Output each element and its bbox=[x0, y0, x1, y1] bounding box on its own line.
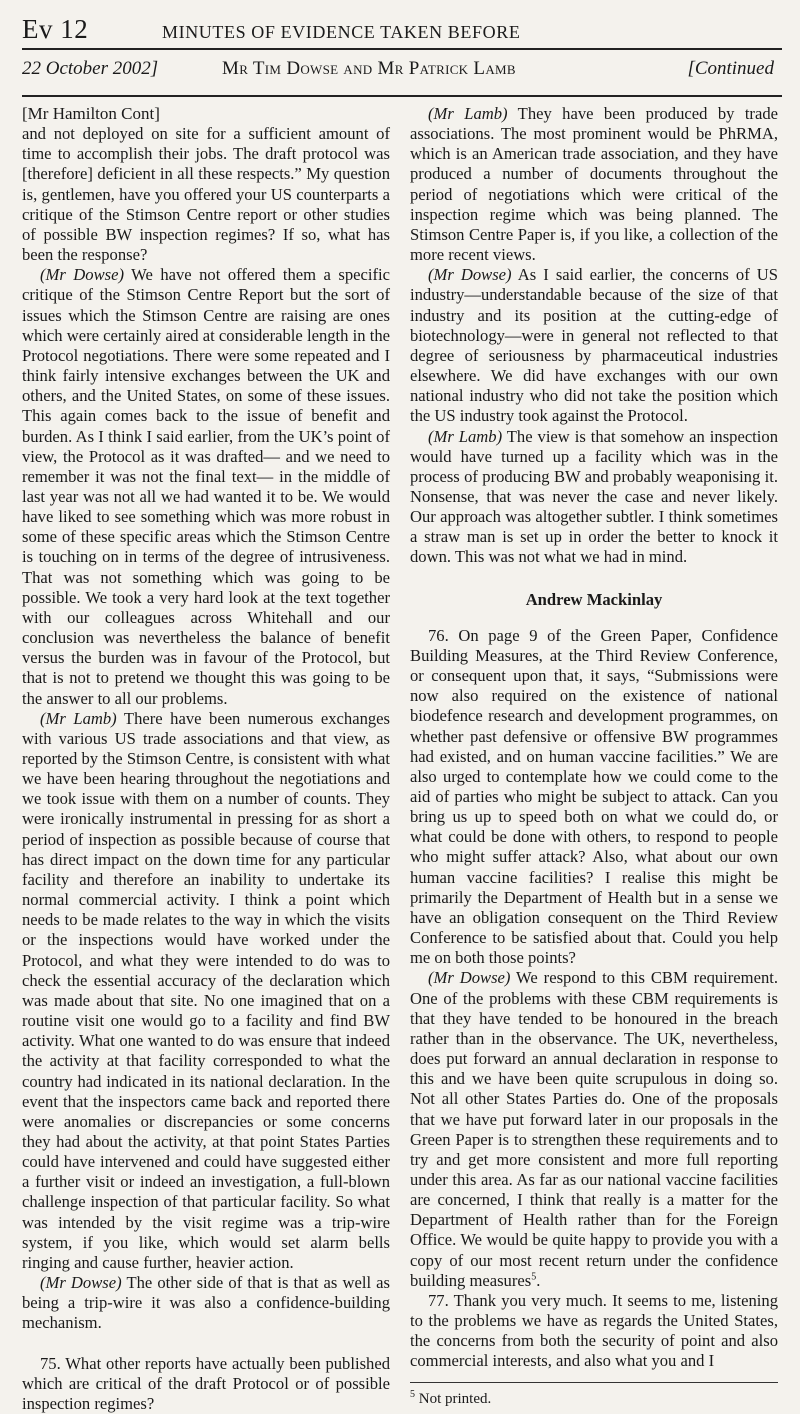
paragraph bbox=[410, 265, 778, 426]
footnote-ref: 5 bbox=[531, 1271, 537, 1283]
paragraph-text: We have not offered them a specific critique of the Stimson Centre Report but the sort of issues which the Stimson Centre are raising are ones which were certainly aired at considerable length in the Protocol negotiations. There were some repeated and I think fairly intensive exchanges between the UK and others, and the United States, on some of these issues. This again comes back to the issue of benefit and burden. As I think I said earlier, from the UK’s point of view, the Protocol as it was drafted— and we need to remember it was not the final text— in the middle of last year was not all we had wanted it to be. We would have liked to see something which was more robust in some of these specific areas which the Stimson Centre is touching on in terms of the degree of intrusiveness. That was not something which was going to be possible. We took a very hard look at the text together with our colleagues across Whitehall and our conclusion was nevertheless the balance of benefit versus the burden was in favour of the Protocol, but that is not to pretend we thought this was going to be the answer to all our problems. bbox=[22, 265, 390, 708]
paragraph-text: The other side of that is that as well as being a trip-wire it was also a confidence-building mechanism. bbox=[22, 1273, 390, 1333]
header-rule bbox=[22, 48, 782, 50]
paragraph-end: . bbox=[536, 1270, 541, 1290]
speaker-label: (Mr Dowse) bbox=[40, 265, 124, 285]
speaker-label: (Mr Lamb) bbox=[40, 708, 117, 728]
page-number: Ev 12 bbox=[22, 14, 89, 44]
paragraph-text: As I said earlier, the concerns of US industry—understandable because of the size of that industry and its position at the cutting-edge of biotechnology—were in general not reflected to that degree of seriousness by pharmaceutical industries elsewhere. We did have exchanges with our own national industry who did not take the position which the US industry took against the Protocol. bbox=[410, 265, 778, 426]
question-paragraph: 77. Thank you very much. It seems to me, listening to the problems we have as regards the United States, the concerns from both the security of point and also commercial interests, and also what you and I bbox=[410, 1290, 778, 1371]
continued-label: [Continued bbox=[687, 58, 774, 79]
footnote bbox=[410, 1389, 778, 1409]
question-paragraph: 75. What other reports have actually been published which are critical of the draft Protocol or of possible inspection regimes? bbox=[22, 1353, 390, 1413]
paragraph bbox=[22, 1273, 390, 1333]
paragraph bbox=[410, 427, 778, 568]
paragraph bbox=[410, 104, 778, 265]
footnote-text: Not printed. bbox=[415, 1390, 492, 1407]
paragraph bbox=[22, 709, 390, 1273]
running-header bbox=[22, 12, 782, 44]
speaker-label: (Mr Dowse) bbox=[428, 265, 512, 285]
paragraph-text: The view is that somehow an inspection would have turned up a facility which was in the process of producing BW and probably weaponising it. Nonsense, that was never the case and never likely. Our approach was altogether subtler. I think sometimes a straw man is set up in order the better to knock it down. This was not what we had in mind. bbox=[410, 426, 778, 567]
speaker-label: (Mr Lamb) bbox=[428, 104, 508, 123]
spacer bbox=[22, 1334, 390, 1354]
question-paragraph: 76. On page 9 of the Green Paper, Confidence Building Measures, at the Third Review Conference, or consequent upon that, it says, “Submissions were now also required on the existence of national biodefence research and development programmes, on whether past defensive or offensive BW programmes had existed, and on human vaccine facilities.” We are also urged to contemplate how we could come to the aid of parties who might be subject to attack. Can you bring us up to speed both on what we could do, or what could be done with others, to respond to people who might suffer attack? Also, what about our own human vaccine facilities? I realise this might be primarily the Department of Health but in a sense we have an obligation consequent on the Third Review Conference to be satisfied about that. Could you help me on both those points? bbox=[410, 625, 778, 968]
member-name-heading: Andrew Mackinlay bbox=[525, 589, 663, 609]
witness-names: Mr Tim Dowse and Mr Patrick Lamb bbox=[222, 58, 516, 79]
paragraph bbox=[22, 265, 390, 708]
paragraph bbox=[410, 968, 778, 1291]
paragraph-text: There have been numerous exchanges with various US trade associations and that view, as reported by the Stimson Centre, is consistent with what we have been hearing throughout the negotiations and we took issue with them on a number of counts. They were ironically instrumental in pressing for as short a period of inspection as possible because of course that has direct impact on the down time for any particular facility and therefore an inability to undertake its normal commercial activity. I think a point which needs to be made relates to the way in which the visits or the inspections would have worked under the Protocol, and what they were intended to do was to check the essential accuracy of the declaration which was made about that site. No one imagined that on a routine visit one would go to a facility and find BW activity. What one wanted to do was ensure that indeed the activity at that facility corresponded to what the country had indicated in its national declaration. In the event that the inspectors came back and reported there were anomalies or discrepancies or some concerns they had about the activity, at that point States Parties could have intervened and could have suggested either a further visit or indeed an investigation, a full-blown challenge inspection of that particular facility. So what was intended by the visit regime was a trip-wire system, if you like, which would set alarm bells ringing and cause further, heavier action. bbox=[22, 708, 390, 1272]
speaker-heading: [Mr Hamilton Cont] bbox=[22, 104, 160, 123]
speaker-label: (Mr Dowse) bbox=[428, 968, 511, 988]
sub-header bbox=[22, 58, 782, 88]
speaker-label: (Mr Lamb) bbox=[428, 426, 503, 446]
footnote-mark: 5 bbox=[410, 1388, 415, 1400]
right-column bbox=[410, 104, 778, 1409]
footnote-rule bbox=[410, 1382, 778, 1383]
left-column bbox=[22, 104, 390, 1414]
session-date: 22 October 2002] bbox=[22, 58, 159, 79]
sub-header-rule bbox=[22, 95, 782, 97]
paragraph: and not deployed on site for a sufficient amount of time to accomplish their jobs. The draft protocol was [therefore] deficient in all these respects.” My question is, gentlemen, have you offered your US counterparts a critique of the Stimson Centre report or other studies of possible BW inspection regimes? If so, what has been the response? bbox=[22, 124, 390, 265]
paragraph-text: They have been produced by trade associations. The most prominent would be PhRMA, which is an American trade association, and they have produced a number of documents throughout the period of negotiations which were critical of the inspection regime which was being planned. The Stimson Centre Paper is, if you like, a collection of the more recent views. bbox=[410, 104, 778, 265]
speaker-label: (Mr Dowse) bbox=[40, 1273, 122, 1293]
running-title: MINUTES OF EVIDENCE TAKEN BEFORE bbox=[162, 22, 521, 42]
paragraph-text: We respond to this CBM requirement. One of the problems with these CBM requirements is that they have tended to be honoured in the breach rather than in the observance. The UK, nevertheless, does put forward an annual declaration in response to this and we have been quite scrupulous in doing so. Not all other States Parties do. One of the proposals that we have put forward later in our proposals in the Green Paper is to strengthen these requirements and to try and get more consistent and more full reporting under this area. As far as our national vaccine facilities are concerned, I think that really is a matter for the Department of Health rather than for the Foreign Office. We would be quite happy to provide you with a copy of our most recent return under the confidence building measures bbox=[410, 968, 778, 1290]
